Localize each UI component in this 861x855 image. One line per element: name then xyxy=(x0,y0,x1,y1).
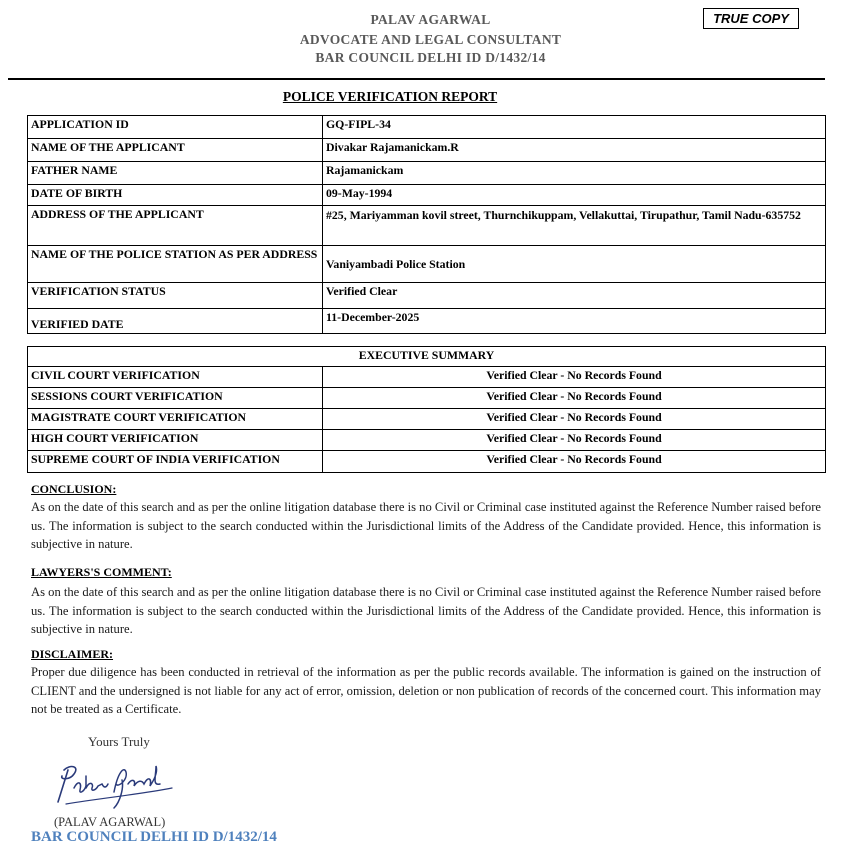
signatory-bar-id: BAR COUNCIL DELHI ID D/1432/14 xyxy=(31,829,277,845)
details-label: NAME OF THE APPLICANT xyxy=(28,139,323,162)
details-label: ADDRESS OF THE APPLICANT xyxy=(28,206,323,246)
letterhead-name: PALAV AGARWAL xyxy=(370,12,491,27)
conclusion-title: CONCLUSION: xyxy=(31,482,117,496)
details-table xyxy=(27,115,826,334)
table-row xyxy=(28,283,826,309)
table-row xyxy=(28,388,826,409)
details-value: 11-December-2025 xyxy=(323,309,826,334)
conclusion-text: As on the date of this search and as per the online litigation database there is no Civil or Criminal case instituted against the Reference Number raised before us. The information is subject to the search conducted within the Jurisdictional limits of the Address of the Candidate provided. Hence, this information is subjective in nature. xyxy=(31,500,822,551)
details-value: Divakar Rajamanickam.R xyxy=(323,139,826,162)
summary-label: MAGISTRATE COURT VERIFICATION xyxy=(28,409,323,430)
summary-heading: EXECUTIVE SUMMARY xyxy=(28,347,826,367)
table-row xyxy=(28,246,826,283)
summary-value: Verified Clear - No Records Found xyxy=(323,409,826,430)
table-row xyxy=(28,347,826,367)
disclaimer-title: DISCLAIMER: xyxy=(31,647,114,661)
true-copy-stamp: TRUE COPY xyxy=(703,8,799,29)
disclaimer-text: Proper due diligence has been conducted in retrieval of the information as per the public records available. The information is gained on the instruction of CLIENT and the undersigned is not liable for any act of error, omission, deletion or non publication of records of the concerned court. This information may not be treated as a Certificate. xyxy=(31,665,821,716)
summary-value: Verified Clear - No Records Found xyxy=(323,430,826,451)
summary-label: SESSIONS COURT VERIFICATION xyxy=(28,388,323,409)
table-row xyxy=(28,309,826,334)
lawyers-comment-title: LAWYERS'S COMMENT: xyxy=(31,565,172,579)
table-row xyxy=(28,116,826,139)
table-row xyxy=(28,139,826,162)
summary-label: SUPREME COURT OF INDIA VERIFICATION xyxy=(28,451,323,473)
details-value: Verified Clear xyxy=(323,283,826,309)
summary-label: CIVIL COURT VERIFICATION xyxy=(28,367,323,388)
closing-salutation: Yours Truly xyxy=(88,734,150,749)
table-row xyxy=(28,409,826,430)
details-value: 09-May-1994 xyxy=(323,185,826,206)
header-divider xyxy=(8,78,825,80)
lawyers-comment-text: As on the date of this search and as per the online litigation database there is no Civil or Criminal case instituted against the Reference Number raised before us. The information is subject to the search conducted within the Jurisdictional limits of the Address of the Candidate provided. Hence, this information is subjective in nature. xyxy=(31,585,822,636)
details-value: GQ-FIPL-34 xyxy=(323,116,826,139)
details-value: #25, Mariyamman kovil street, Thurnchikuppam, Vellakuttai, Tirupathur, Tamil Nadu-635752 xyxy=(323,206,826,246)
details-value: Rajamanickam xyxy=(323,162,826,185)
report-title: POLICE VERIFICATION REPORT xyxy=(282,89,498,104)
details-label: VERIFIED DATE xyxy=(28,309,323,334)
summary-value: Verified Clear - No Records Found xyxy=(323,388,826,409)
summary-label: HIGH COURT VERIFICATION xyxy=(28,430,323,451)
summary-value: Verified Clear - No Records Found xyxy=(323,451,826,473)
details-label: VERIFICATION STATUS xyxy=(28,283,323,309)
handwritten-signature xyxy=(52,758,177,815)
executive-summary-table xyxy=(27,346,826,473)
table-row xyxy=(28,162,826,185)
signatory-name: (PALAV AGARWAL) xyxy=(54,815,166,829)
table-row xyxy=(28,451,826,473)
details-value: Vaniyambadi Police Station xyxy=(323,246,826,283)
table-row xyxy=(28,430,826,451)
table-row xyxy=(28,367,826,388)
details-label: NAME OF THE POLICE STATION AS PER ADDRESS xyxy=(28,246,323,283)
details-label: FATHER NAME xyxy=(28,162,323,185)
letterhead-designation: ADVOCATE AND LEGAL CONSULTANT xyxy=(299,32,562,47)
details-label: APPLICATION ID xyxy=(28,116,323,139)
summary-value: Verified Clear - No Records Found xyxy=(323,367,826,388)
details-label: DATE OF BIRTH xyxy=(28,185,323,206)
letterhead-bar-id: BAR COUNCIL DELHI ID D/1432/14 xyxy=(315,50,546,65)
table-row xyxy=(28,206,826,246)
table-row xyxy=(28,185,826,206)
